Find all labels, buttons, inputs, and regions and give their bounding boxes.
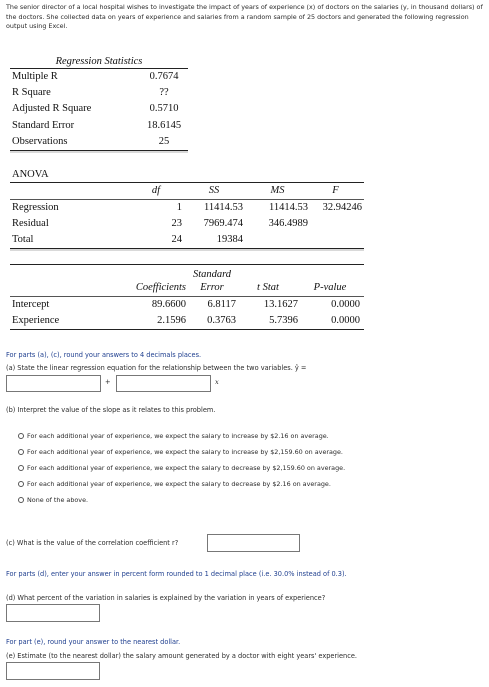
anova-title: ANOVA <box>12 169 49 180</box>
radio-circle-icon[interactable] <box>18 433 24 439</box>
plus-sign: + <box>105 378 111 386</box>
radio-circle-icon[interactable] <box>18 449 24 455</box>
stat-row: Adjusted R Square 0.5710 <box>12 103 179 115</box>
stat-row: R Square ?? <box>12 87 169 99</box>
anova-table <box>10 168 364 251</box>
coef-header-top: Standard <box>192 269 232 280</box>
part-c-label: (c) What is the value of the correlation coefficient r? <box>6 539 179 547</box>
part-a-label: (a) State the linear regression equation for the relationship between the two variables. ŷ = <box>6 364 307 372</box>
anova-header-row: df SS MS F <box>151 185 339 196</box>
radio-circle-icon[interactable] <box>18 497 24 503</box>
instructions-abc: For parts (a), (c), round your answers to 4 decimals places. <box>6 351 202 359</box>
instructions-d: For parts (d), enter your answer in percent form rounded to 1 decimal place (i.e. 30.0% instead of 0.3). <box>6 570 347 578</box>
coefficients-table <box>10 264 364 330</box>
instructions-e: For part (e), round your answer to the nearest dollar. <box>6 638 181 646</box>
problem-intro: The senior director of a local hospital wishes to investigate the impact of years of experience (x) of doctors on the salaries (y, in thousand dollars) of the doctors. She collected data on years of experience and salaries from a random sample of 25 doctors and generated the following regression output using Excel. <box>6 3 483 31</box>
part-e-label: (e) Estimate (to the nearest dollar) the salary amount generated by a doctor with eight years' experience. <box>6 652 358 660</box>
table-row: Regression 1 11414.53 11414.53 32.94246 <box>12 202 362 213</box>
part-a-intercept-input[interactable] <box>6 375 101 392</box>
radio-option[interactable]: For each additional year of experience, we expect the salary to increase by $2,159.60 on average. <box>18 444 345 460</box>
part-d-label: (d) What percent of the variation in salaries is explained by the variation in years of experience? <box>6 594 326 602</box>
part-e-input[interactable] <box>6 662 100 680</box>
part-b-options <box>18 428 345 508</box>
stat-row: Standard Error 18.6145 <box>12 119 182 131</box>
part-b-label: (b) Interpret the value of the slope as it relates to this problem. <box>6 406 216 414</box>
radio-option[interactable]: For each additional year of experience, we expect the salary to increase by $2.16 on average. <box>18 428 345 444</box>
part-d-input[interactable] <box>6 604 100 622</box>
stat-row: Multiple R 0.7674 <box>12 71 179 82</box>
regression-statistics-title: Regression Statistics <box>55 56 143 67</box>
table-row: Experience 2.1596 0.3763 5.7396 0.0000 <box>12 315 360 326</box>
table-row: Residual 23 7969.474 346.4989 <box>12 218 308 229</box>
radio-option[interactable]: For each additional year of experience, we expect the salary to decrease by $2,159.60 on average. <box>18 460 345 476</box>
radio-option[interactable]: None of the above. <box>18 492 345 508</box>
coef-header-row: Coefficients Error t Stat P-value <box>135 282 347 293</box>
radio-circle-icon[interactable] <box>18 465 24 471</box>
x-variable: x <box>215 378 219 386</box>
table-row: Total 24 19384 <box>12 234 243 245</box>
table-row: Intercept 89.6600 6.8117 13.1627 0.0000 <box>12 299 360 310</box>
radio-circle-icon[interactable] <box>18 481 24 487</box>
part-a-slope-input[interactable] <box>116 375 211 392</box>
radio-option[interactable]: For each additional year of experience, we expect the salary to decrease by $2.16 on average. <box>18 476 345 492</box>
regression-statistics-table <box>10 55 188 153</box>
part-c-input[interactable] <box>207 534 300 552</box>
stat-row: Observations 25 <box>12 135 170 147</box>
